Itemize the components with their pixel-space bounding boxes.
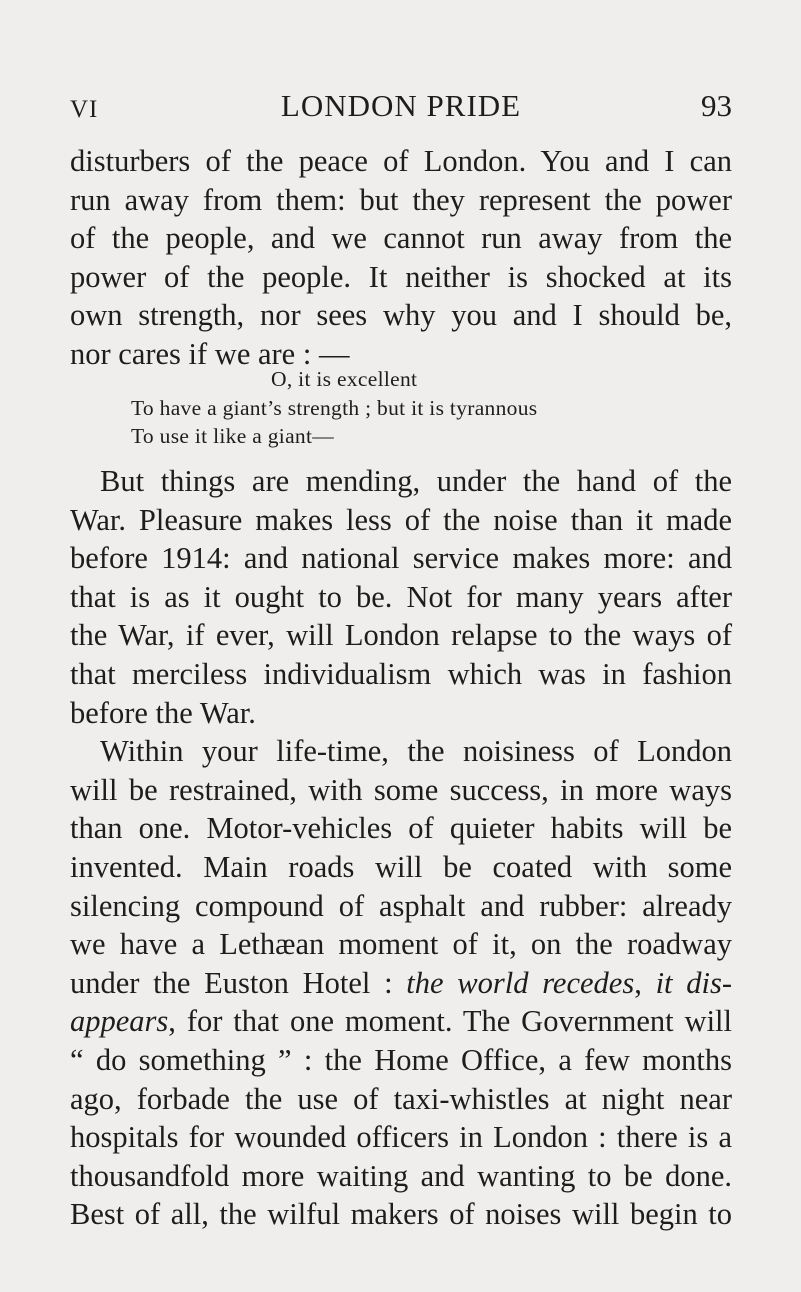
italic-phrase: appears [70,1004,169,1039]
text-line: Best of all, the wilful makers of noises will begin to [70,1197,732,1232]
body-text [70,142,732,374]
text-line: power of the people. It neither is shocked at its [70,259,732,294]
text-line: disturbers of the peace of London. You and I can [70,144,732,178]
text-line-with-italics [70,964,732,1003]
quotation-line: To use it like a giant— [131,424,335,448]
text-line: But things are mending, under the hand of the [100,464,732,498]
text-segment: , for that one moment. The Government will [168,1004,732,1039]
text-line: invented. Main roads will be coated with some [70,849,732,884]
text-line: ago, forbade the use of taxi-whistles at night near [70,1081,732,1116]
running-title: LONDON PRIDE [280,88,522,123]
text-line: that merciless individualism which was in fashion [70,656,732,691]
page-number: 93 [701,88,732,123]
quotation-line: To have a giant’s strength ; but it is tyrannous [131,395,538,420]
text-line: Within your life-time, the noisiness of London [100,734,732,769]
text-line: before 1914: and national service makes more: and [70,541,732,576]
verse-quotation [131,365,537,451]
text-line: before the War. [70,695,256,730]
italic-phrase: it dis- [655,965,732,1000]
text-line: “ do something ” : the Home Office, a few months [70,1042,732,1077]
text-line: nor cares if we are : — [70,336,350,371]
text-line: silencing compound of asphalt and rubber: already [70,888,732,923]
paragraph-3 [70,732,732,1234]
text-segment: , [634,965,656,1000]
text-line: than one. Motor-vehicles of quieter habits will be [70,811,732,846]
text-line: own strength, nor sees why you and I should be, [70,298,732,333]
text-line: of the people, and we cannot run away from the [70,221,732,256]
text-line: we have a Lethæan moment of it, on the roadway [70,927,732,962]
text-line: that is as it ought to be. Not for many years after [70,579,732,614]
text-line: will be restrained, with some success, in more ways [70,772,732,807]
body-text-continued [70,462,732,1234]
chapter-number: VI [70,96,99,123]
text-line: thousandfold more waiting and wanting to be done. [70,1158,732,1193]
paragraph-1 [70,142,732,374]
paragraph-2 [70,462,732,732]
page-header [70,86,732,126]
text-line: hospitals for wounded officers in London : there is a [70,1120,732,1155]
quotation-line: O, it is excellent [271,367,418,391]
text-line: the War, if ever, will London relapse to the ways of [70,618,732,653]
text-line: run away from them: but they represent the power [70,182,732,217]
text-line-with-italics [70,1002,732,1041]
text-segment: under the Euston Hotel : [70,965,407,1000]
italic-phrase: the world recedes [406,965,635,1000]
text-line: War. Pleasure makes less of the noise than it made [70,502,732,537]
